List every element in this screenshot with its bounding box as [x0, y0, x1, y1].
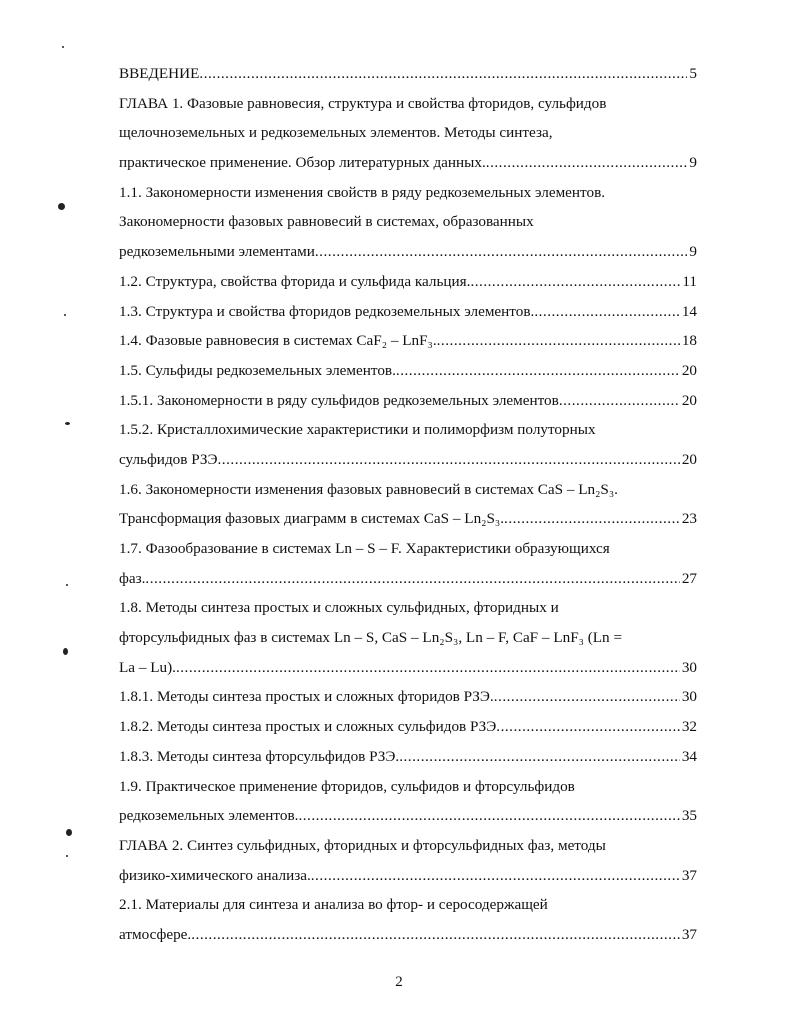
- toc-line: щелочноземельных и редкоземельных элементов. Методы синтеза,: [119, 124, 553, 142]
- toc-entry-text: ВВЕДЕНИЕ: [119, 65, 200, 82]
- toc-line: [119, 59, 697, 89]
- toc-page-number: 20: [681, 391, 697, 409]
- toc-entry-text: 1.3. Структура и свойства фторидов редкоземельных элементов.: [119, 302, 535, 320]
- dot-leader: [311, 861, 680, 891]
- toc-line: Закономерности фазовых равновесий в системах, образованных: [119, 213, 534, 231]
- dot-leader: [199, 59, 687, 89]
- toc-line: [119, 920, 697, 950]
- dot-leader: [559, 386, 680, 416]
- toc-page-number: 27: [681, 569, 697, 587]
- dot-leader: [298, 801, 679, 831]
- page-number: 2: [395, 974, 403, 990]
- toc-page-number: 37: [681, 925, 697, 943]
- scan-speck: [66, 584, 68, 586]
- toc-entry-text: сульфидов РЗЭ: [119, 450, 218, 468]
- dot-leader: [145, 564, 679, 594]
- scan-speck: [62, 46, 64, 48]
- toc-line: [119, 237, 697, 267]
- toc-line: [119, 356, 697, 386]
- toc-entry-text: La – Lu).: [119, 658, 176, 676]
- toc-entry-text: 1.8.3. Методы синтеза фторсульфидов РЗЭ.: [119, 747, 400, 765]
- toc-page-number: 30: [681, 688, 697, 706]
- toc-line: [119, 148, 697, 178]
- toc-page-number: 9: [689, 154, 697, 172]
- toc-entry-text: фаз.: [119, 569, 146, 587]
- toc-entry-text: 1.5. Сульфиды редкоземельных элементов.: [119, 361, 396, 379]
- toc-line: 1.6. Закономерности изменения фазовых равновесий в системах CaS – Ln₂S₃.: [119, 480, 618, 498]
- toc-line: [119, 742, 697, 772]
- dot-leader: [315, 237, 688, 267]
- toc-entry-text: 1.4. Фазовые равновесия в системах CaF₂ – LnF₃.: [119, 332, 437, 350]
- toc-page-number: 32: [681, 718, 697, 736]
- toc-page-number: 30: [681, 658, 697, 676]
- toc-entry-text: редкоземельными элементами: [119, 243, 315, 261]
- dot-leader: [176, 653, 680, 683]
- toc-entry-text: практическое применение. Обзор литературных данных.: [119, 154, 486, 172]
- toc-page-number: 9: [689, 243, 697, 261]
- toc-entry-text: Трансформация фазовых диаграмм в системах CaS – Ln₂S₃.: [119, 510, 505, 528]
- toc-page-number: 18: [681, 332, 697, 350]
- toc-line: [119, 653, 697, 683]
- table-of-contents: [119, 59, 697, 950]
- toc-page-number: 23: [681, 510, 697, 528]
- toc-line: [119, 564, 697, 594]
- toc-line: 1.1. Закономерности изменения свойств в ряду редкоземельных элементов.: [119, 183, 606, 201]
- toc-line: ГЛАВА 2. Синтез сульфидных, фторидных и фторсульфидных фаз, методы: [119, 836, 606, 854]
- toc-line: фторсульфидных фаз в системах Ln – S, CaS – Ln₂S₃, Ln – F, CaF – LnF₃ (Ln =: [119, 629, 623, 647]
- toc-line: 1.7. Фазообразование в системах Ln – S – F. Характеристики образующихся: [119, 540, 610, 557]
- toc-page-number: 20: [681, 450, 697, 468]
- scan-speck: [65, 422, 70, 425]
- dot-leader: [399, 742, 680, 772]
- dot-leader: [486, 148, 688, 178]
- scan-speck: [66, 855, 68, 857]
- toc-page-number: 14: [681, 302, 697, 320]
- toc-line: 1.9. Практическое применение фторидов, сульфидов и фторсульфидов: [119, 777, 575, 795]
- toc-line: [119, 801, 697, 831]
- toc-line: 1.8. Методы синтеза простых и сложных сульфидных, фторидных и: [119, 599, 559, 617]
- toc-page-number: 11: [682, 272, 697, 290]
- toc-line: [119, 267, 697, 297]
- toc-line: [119, 386, 697, 416]
- toc-line: [119, 297, 697, 327]
- dot-leader: [470, 267, 680, 297]
- scan-speck: [66, 829, 72, 836]
- toc-page-number: 35: [681, 807, 697, 825]
- dot-leader: [496, 712, 680, 742]
- toc-entry-text: 1.8.2. Методы синтеза простых и сложных сульфидов РЗЭ: [119, 718, 497, 736]
- toc-entry-text: 1.8.1. Методы синтеза простых и сложных фторидов РЗЭ.: [119, 688, 494, 706]
- toc-entry-text: 1.5.1. Закономерности в ряду сульфидов редкоземельных элементов: [119, 391, 559, 409]
- toc-page-number: 5: [689, 65, 697, 82]
- toc-entry-text: физико-химического анализа.: [119, 866, 311, 884]
- toc-entry-text: 1.2. Структура, свойства фторида и сульфида кальция.: [119, 272, 471, 290]
- dot-leader: [191, 920, 680, 950]
- dot-leader: [504, 504, 680, 534]
- dot-leader: [218, 445, 680, 475]
- dot-leader: [494, 682, 680, 712]
- dot-leader: [396, 356, 680, 386]
- toc-entry-text: редкоземельных элементов.: [119, 807, 299, 825]
- scan-speck: [63, 648, 68, 655]
- scan-speck: [58, 203, 65, 210]
- toc-line: [119, 682, 697, 712]
- dot-leader: [534, 297, 680, 327]
- toc-line: [119, 504, 697, 534]
- scan-speck: [64, 314, 66, 316]
- toc-page-number: 34: [681, 747, 697, 765]
- toc-line: [119, 712, 697, 742]
- dot-leader: [437, 326, 680, 356]
- toc-line: 2.1. Материалы для синтеза и анализа во фтор- и серосодержащей: [119, 896, 548, 914]
- toc-line: [119, 445, 697, 475]
- toc-line: [119, 861, 697, 891]
- toc-line: [119, 326, 697, 356]
- toc-line: ГЛАВА 1. Фазовые равновесия, структура и свойства фторидов, сульфидов: [119, 94, 607, 112]
- toc-page-number: 37: [681, 866, 697, 884]
- toc-line: 1.5.2. Кристаллохимические характеристики и полиморфизм полуторных: [119, 421, 596, 439]
- toc-page-number: 20: [681, 361, 697, 379]
- toc-entry-text: атмосфере.: [119, 925, 192, 943]
